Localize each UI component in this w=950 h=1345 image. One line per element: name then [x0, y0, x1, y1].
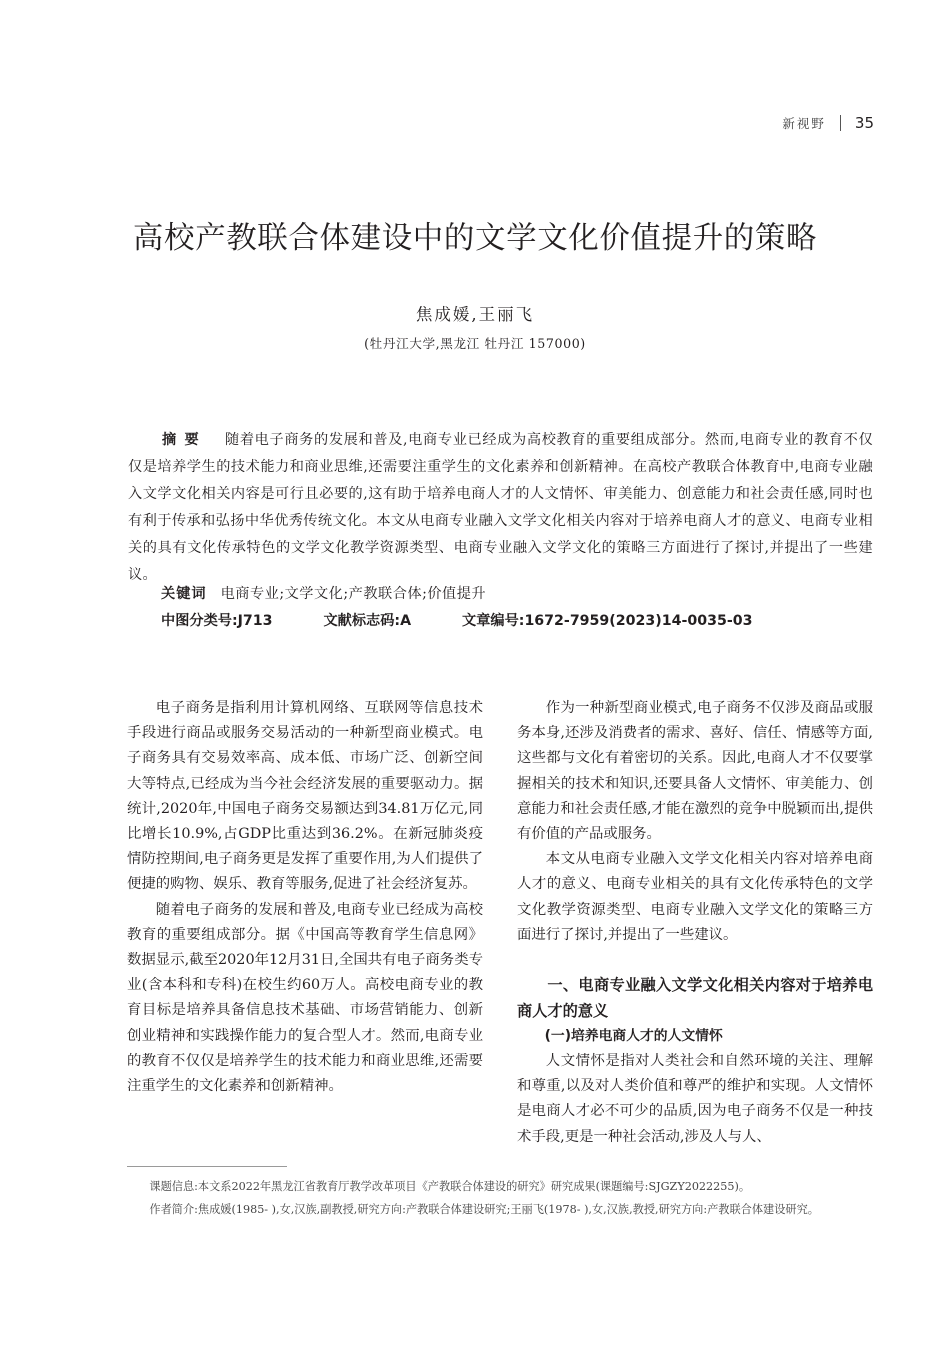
document-code: 文献标志码:A — [323, 613, 412, 629]
body-paragraph: 作为一种新型商业模式,电子商务不仅涉及商品或服务本身,还涉及消费者的需求、喜好、信任、情感等方面,这些都与文化有着密切的关系。因此,电商人才不仅要掌握相关的技术和知识,还要具备人文情怀、审美能力、创意能力和社会责任感,才能在激烈的竞争中脱颖而出,提供有价值的产品或服务。 — [517, 700, 873, 843]
footnotes — [127, 1175, 875, 1221]
page-number: 35 — [854, 114, 874, 132]
section-spacer — [517, 948, 873, 973]
keywords — [161, 583, 486, 603]
article-number: 文章编号:1672-7959(2023)14-0035-03 — [462, 613, 753, 629]
abstract-text: 随着电子商务的发展和普及,电商专业已经成为高校教育的重要组成部分。然而,电商专业的教育不仅仅是培养学生的技术能力和商业思维,还需要注重学生的文化素养和创新精神。在高校产教联合体教育中,电商专业融入文学文化相关内容是可行且必要的,这有助于培养电商人才的人文情怀、审美能力、创意能力和社会责任感,同时也有利于传承和弘扬中华优秀传统文化。本文从电商专业融入文学文化相关内容对于培养电商人才的意义、电商专业相关的具有文化传承特色的文学文化教学资源类型、电商专业融入文学文化的策略三方面进行了探讨,并提出了一些建议。 — [128, 432, 873, 583]
body-paragraph: 随着电子商务的发展和普及,电商专业已经成为高校教育的重要组成部分。据《中国高等教育学生信息网》数据显示,截至2020年12月31日,全国共有电子商务类专业(含本科和专科)在校生约60万人。高校电商专业的教育目标是培养具备信息技术基础、市场营销能力、创新创业精神和实践操作能力的复合型人才。然而,电商专业的教育不仅仅是培养学生的技术能力和商业思维,还需要注重学生的文化素养和创新精神。 — [127, 901, 483, 1095]
classification-line — [161, 610, 799, 630]
clc-number: 中图分类号:J713 — [161, 613, 273, 629]
author-list: 焦成媛,王丽飞 — [415, 305, 535, 324]
abstract-label: 摘要 — [162, 432, 207, 448]
section-heading: 一、电商专业融入文学文化相关内容对于培养电商人才的意义 — [517, 976, 873, 1020]
subsection-heading: (一)培养电商人才的人文情怀 — [544, 1028, 723, 1045]
left-column — [127, 696, 483, 1099]
author-affiliation: (牡丹江大学,黑龙江 牡丹江 157000) — [364, 336, 586, 351]
abstract — [128, 427, 873, 589]
footnote-project: 课题信息:本文系2022年黑龙江省教育厅教学改革项目《产教联合体建设的研究》研究成果(课题编号:SJGZY2022255)。 — [149, 1180, 751, 1193]
keywords-label: 关键词 — [161, 586, 207, 602]
body-paragraph: 本文从电商专业融入文学文化相关内容对培养电商人才的意义、电商专业相关的具有文化传承特色的文学文化教学资源类型、电商专业融入文学文化的策略三方面进行了探讨,并提出了一些建议。 — [517, 851, 873, 943]
article-title: 高校产教联合体建设中的文学文化价值提升的策略 — [132, 221, 818, 256]
body-paragraph: 人文情怀是指对人类社会和自然环境的关注、理解和尊重,以及对人类价值和尊严的维护和实现。人文情怀是电商人才必不可少的品质,因为电子商务不仅是一种技术手段,更是一种社会活动,涉及人与人、 — [517, 1053, 873, 1145]
keywords-text: 电商专业;文学文化;产教联合体;价值提升 — [220, 586, 487, 602]
right-column — [517, 696, 873, 1150]
journal-name: 新视野 — [782, 116, 826, 131]
body-paragraph: 电子商务是指利用计算机网络、互联网等信息技术手段进行商品或服务交易活动的一种新型商业模式。电子商务具有交易效率高、成本低、市场广泛、创新空间大等特点,已经成为当今社会经济发展的重要驱动力。据统计,2020年,中国电子商务交易额达到34.81万亿元,同比增长10.9%,占GDP比重达到36.2%。在新冠肺炎疫情防控期间,电子商务更是发挥了重要作用,为人们提供了便捷的购物、娱乐、教育等服务,促进了社会经济复苏。 — [127, 700, 483, 893]
footnote-rule — [127, 1166, 287, 1167]
footnote-authors: 作者简介:焦成媛(1985- ),女,汉族,副教授,研究方向:产教联合体建设研究;王丽飞(1978- ),女,汉族,教授,研究方向:产教联合体建设研究。 — [149, 1203, 819, 1216]
running-header — [782, 114, 874, 132]
header-divider — [840, 115, 841, 131]
